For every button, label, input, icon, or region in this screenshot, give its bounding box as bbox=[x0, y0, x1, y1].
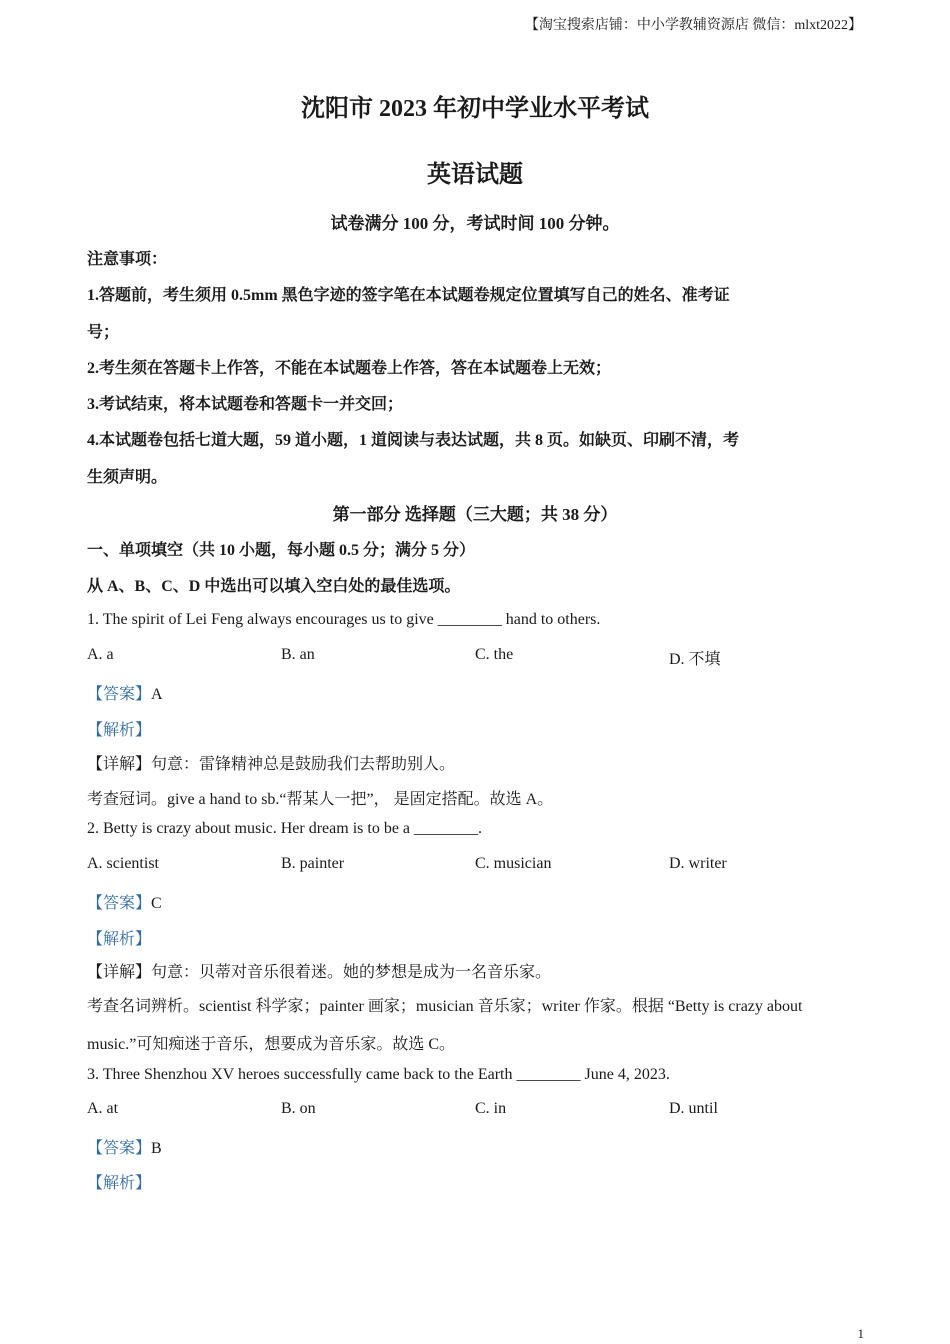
option: B. on bbox=[281, 1100, 316, 1117]
page-number: 1 bbox=[857, 1326, 864, 1341]
option: C. in bbox=[475, 1100, 507, 1117]
explanation-text: 考查冠词。give a hand to sb.“帮某人一把”， 是固定搭配。故选 A。 bbox=[87, 791, 554, 808]
detail-text: 句意：雷锋精神总是鼓励我们去帮助别人。 bbox=[151, 756, 456, 773]
option: B. painter bbox=[281, 855, 345, 872]
notice-item: 3.考试结束，将本试题卷和答题卡一并交回； bbox=[87, 396, 404, 413]
analysis-label: 【解析】 bbox=[87, 722, 152, 739]
notice-item: 号； bbox=[87, 324, 120, 341]
answer-line bbox=[87, 890, 162, 913]
option: A. a bbox=[87, 646, 114, 663]
exam-info: 试卷满分 100 分，考试时间 100 分钟。 bbox=[330, 214, 620, 233]
answer-label: 【答案】 bbox=[87, 895, 152, 912]
part-title: 第一部分 选择题（三大题；共 38 分） bbox=[332, 505, 618, 524]
option: D. until bbox=[669, 1100, 718, 1117]
detail-line bbox=[87, 751, 455, 774]
option: D. 不填 bbox=[669, 651, 721, 668]
notice-item: 2.考生须在答题卡上作答，不能在本试题卷上作答，答在本试题卷上无效； bbox=[87, 360, 612, 377]
question-stem: 1. The spirit of Lei Feng always encourages us to give ________ hand to others. bbox=[87, 611, 601, 628]
notice-heading: 注意事项： bbox=[87, 251, 168, 268]
exam-subtitle: 英语试题 bbox=[427, 162, 523, 188]
answer-label: 【答案】 bbox=[87, 686, 152, 703]
detail-line bbox=[87, 959, 551, 982]
option: B. an bbox=[281, 646, 315, 663]
section-instruction: 从 A、B、C、D 中选出可以填入空白处的最佳选项。 bbox=[87, 578, 461, 595]
header-note: 【淘宝搜索店铺：中小学教辅资源店 微信：mlxt2022】 bbox=[524, 18, 862, 33]
answer-value: B bbox=[151, 1140, 162, 1157]
exam-title: 沈阳市 2023 年初中学业水平考试 bbox=[301, 96, 649, 122]
option: D. writer bbox=[669, 855, 727, 872]
option: A. at bbox=[87, 1100, 119, 1117]
explanation-text: music.”可知痴迷于音乐，想要成为音乐家。故选 C。 bbox=[87, 1036, 455, 1053]
answer-line bbox=[87, 681, 163, 704]
option: A. scientist bbox=[87, 855, 159, 872]
option: C. musician bbox=[475, 855, 552, 872]
notice-item: 4.本试题卷包括七道大题，59 道小题，1 道阅读与表达试题，共 8 页。如缺页、印刷不清，考 bbox=[87, 432, 740, 449]
detail-label: 【详解】 bbox=[87, 964, 152, 981]
explanation-text: 考查名词辨析。scientist 科学家；painter 画家；musician 音乐家；writer 作家。根据 “Betty is crazy about bbox=[87, 998, 803, 1015]
answer-value: A bbox=[151, 686, 163, 703]
detail-text: 句意：贝蒂对音乐很着迷。她的梦想是成为一名音乐家。 bbox=[151, 964, 552, 981]
section-title: 一、单项填空（共 10 小题，每小题 0.5 分；满分 5 分） bbox=[87, 542, 476, 559]
notice-item: 1.答题前，考生须用 0.5mm 黑色字迹的签字笔在本试题卷规定位置填写自己的姓名、准考证 bbox=[87, 287, 730, 304]
option: C. the bbox=[475, 646, 514, 663]
answer-value: C bbox=[151, 895, 162, 912]
notice-item: 生须声明。 bbox=[87, 469, 168, 486]
answer-label: 【答案】 bbox=[87, 1140, 152, 1157]
detail-label: 【详解】 bbox=[87, 756, 152, 773]
answer-line bbox=[87, 1135, 162, 1158]
question-stem: 2. Betty is crazy about music. Her dream is to be a ________. bbox=[87, 820, 483, 837]
analysis-label: 【解析】 bbox=[87, 1175, 152, 1192]
analysis-label: 【解析】 bbox=[87, 931, 152, 948]
question-stem: 3. Three Shenzhou XV heroes successfully came back to the Earth ________ June 4, 2023. bbox=[87, 1066, 670, 1083]
